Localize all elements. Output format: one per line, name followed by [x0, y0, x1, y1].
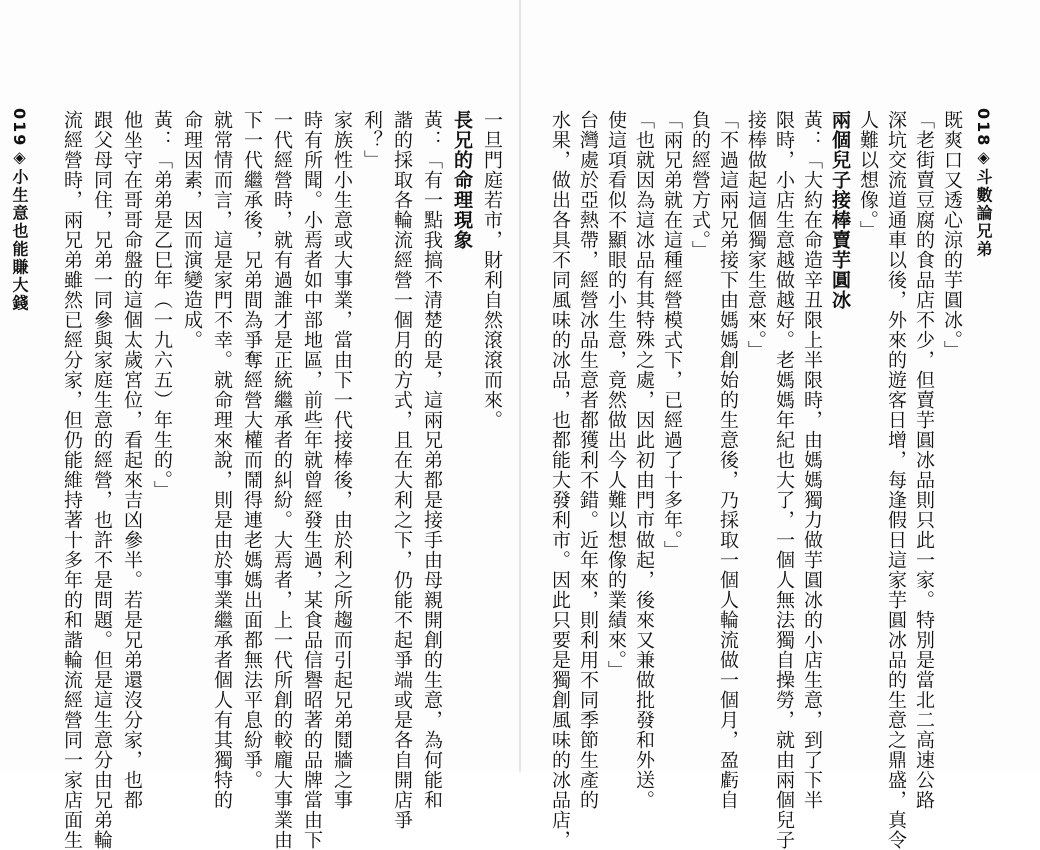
text-line: 黃：「大約在命造辛丑限上半限時，由媽媽獨力做芋圓冰的小店生意，到了下半	[801, 110, 823, 810]
text-line: 既爽口又透心涼的芋圓冰。」	[941, 110, 963, 361]
text-line: 黃：「有一點我搞不清楚的是，這兩兄弟都是接手由母親開創的生意，為何能和	[421, 110, 443, 810]
text-line: 下一代繼承後，兄弟間為爭奪經營大權而鬧得連老媽媽出面都無法平息紛爭。	[241, 110, 263, 790]
text-line: 命理因素，因而演變造成。	[181, 110, 203, 350]
text-line: 跟父母同住，兄弟一同參與家庭生意的經營，也許不是問題。但是這生意分由兄弟輪	[91, 110, 113, 850]
text-line: 一旦門庭若市，財利自然滾滾而來。	[481, 110, 503, 430]
text-line: 負的經營方式。」	[689, 110, 711, 261]
section-heading: 兩個兒子接棒賣芋圓冰	[829, 110, 851, 310]
text-line: 時有所聞。小焉者如中部地區，前些年就曾經發生過，某食品信譽昭著的品牌當由下	[301, 110, 323, 850]
right-page	[520, 0, 1040, 850]
text-line: 限時，小店生意越做越好。老媽媽年紀也大了，一個人無法獨自操勞，就由兩個兒子	[773, 110, 795, 850]
text-line: 「兩兄弟就在這種經營模式下，已經過了十多年。」	[661, 110, 683, 561]
left-page-header: 019◈小生意也能賺大錢	[10, 108, 29, 313]
section-heading: 長兄的命理現象	[451, 110, 473, 250]
text-line: 深坑交流道通車以後，外來的遊客日增，每逢假日這家芋圓冰品的生意之鼎盛，真令	[885, 110, 907, 850]
text-line: 人難以想像。」	[857, 110, 879, 241]
text-line: 黃：「弟弟是乙巳年（一九六五）年生的。」	[151, 110, 173, 501]
text-line: 使這項看似不顯眼的小生意，竟然做出今人難以想像的業績來。」	[605, 110, 627, 681]
text-line: 就常情而言，這是家門不幸。就命理來說，則是由於事業繼承者個人有其獨特的	[211, 110, 233, 810]
text-line: 「老街賣豆腐的食品店不少，但賣芋圓冰品則只此一家。特別是當北二高速公路	[913, 110, 935, 810]
text-line: 家族性小生意或大事業，當由下一代接棒後，由於利之所趨而引起兄弟鬩牆之事	[331, 110, 353, 810]
text-line: 接棒做起這個獨家生意來。」	[745, 110, 767, 361]
text-line: 「也就因為這冰品有其特殊之處，因此初由門市做起，後來又兼做批發和外送。	[633, 110, 655, 810]
right-page-header: 018◈斗數論兄弟	[974, 108, 993, 259]
text-line: 台灣處於亞熱帶，經營冰品生意者都獲利不錯。近年來，則利用不同季節生產的	[577, 110, 599, 810]
text-line: 利？」	[361, 110, 383, 170]
text-line: 諧的採取各輪流經營一個月的方式，且在大利之下，仍能不起爭端或是各自開店爭	[391, 110, 413, 830]
text-line: 一代經營時，就有過誰才是正統繼承者的糾紛。大焉者，上一代所創的較龐大事業由	[271, 110, 293, 850]
text-line: 流經營時，兩兄弟雖然已經分家，但仍能維持著十多年的和諧輪流經營同一家店面生	[61, 110, 83, 850]
text-line: 他坐守在哥哥命盤的這個太歲宮位，看起來吉凶參半。若是兄弟還沒分家，也都	[121, 110, 143, 810]
text-line: 水果，做出各具不同風味的冰品，也都能大發利市。因此只要是獨創風味的冰品店，	[549, 110, 571, 850]
text-line: 「不過這兩兄弟接下由媽媽創始的生意後，乃採取一個人輪流做一個月，盈虧自	[717, 110, 739, 810]
